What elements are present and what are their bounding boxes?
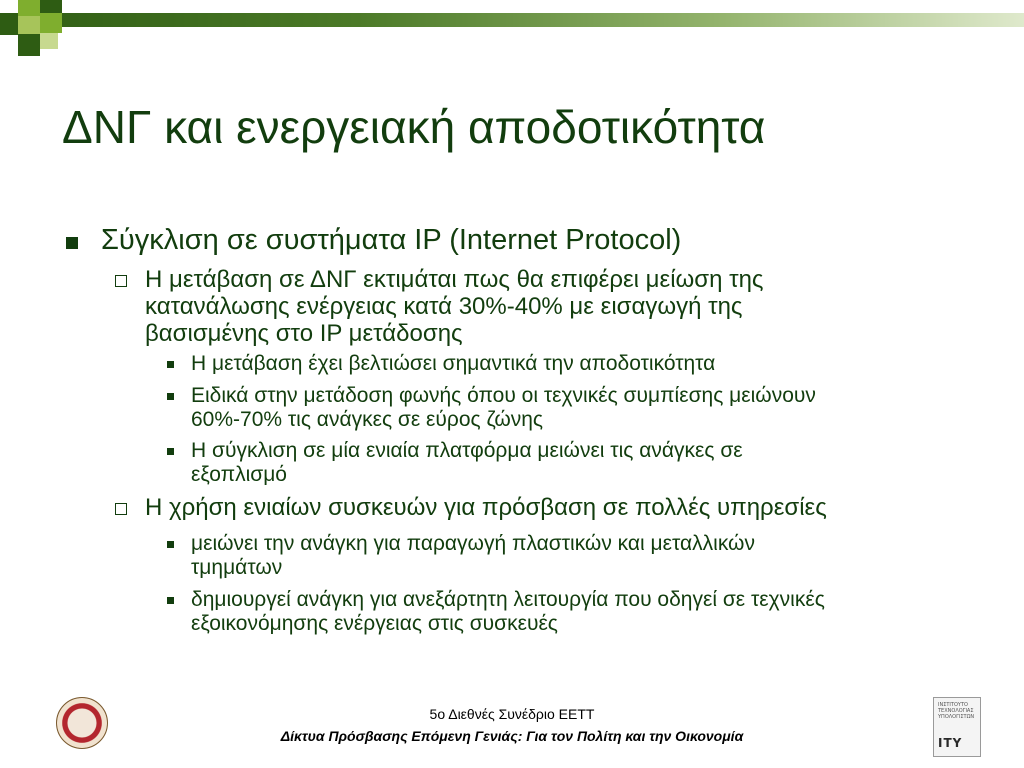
slide-title: ΔΝΓ και ενεργειακή αποδοτικότητα bbox=[62, 101, 766, 153]
bullet-level3-line: Ειδικά στην μετάδοση φωνής όπου οι τεχνικές συμπίεσης μειώνουν bbox=[191, 384, 816, 407]
top-decoration-bar bbox=[0, 13, 1024, 27]
bullet-level3-line: μειώνει την ανάγκη για παραγωγή πλαστικών και μεταλλικών bbox=[191, 532, 755, 555]
bullet-small-square-icon bbox=[167, 597, 174, 604]
ity-logo-text: ITY bbox=[938, 736, 963, 750]
ity-logo-small-text: ΙΝΣΤΙΤΟΥΤΟ ΤΕΧΝΟΛΟΓΙΑΣ ΥΠΟΛΟΓΙΣΤΩΝ bbox=[938, 702, 975, 720]
bullet-square-icon bbox=[66, 237, 78, 249]
bullet-level3-line: δημιουργεί ανάγκη για ανεξάρτητη λειτουργία που οδηγεί σε τεχνικές bbox=[191, 588, 825, 611]
bullet-level2-line: Η μετάβαση σε ΔΝΓ εκτιμάται πως θα επιφέρει μείωση της bbox=[145, 266, 764, 293]
bullet-small-square-icon bbox=[167, 393, 174, 400]
footer-subtitle: Δίκτυα Πρόσβασης Επόμενη Γενιάς: Για τον Πολίτη και την Οικονομία bbox=[280, 728, 744, 744]
bullet-small-square-icon bbox=[167, 541, 174, 548]
bullet-level3-line: τμημάτων bbox=[191, 556, 283, 579]
bullet-small-square-icon bbox=[167, 448, 174, 455]
footer-conference: 5ο Διεθνές Συνέδριο ΕΕΤΤ bbox=[429, 706, 595, 722]
bullet-level2-line: βασισμένης στο IP μετάδοσης bbox=[145, 320, 463, 347]
bullet-level3-line: εξοικονόμησης ενέργειας στις συσκευές bbox=[191, 612, 558, 635]
bullet-level2-line: Η χρήση ενιαίων συσκευών για πρόσβαση σε πολλές υπηρεσίες bbox=[145, 494, 827, 521]
bullet-level3-line: 60%-70% τις ανάγκες σε εύρος ζώνης bbox=[191, 408, 544, 431]
bullet-level3-line: Η σύγκλιση σε μία ενιαία πλατφόρμα μειώνει τις ανάγκες σε bbox=[191, 439, 743, 462]
bullet-hollow-square-icon bbox=[115, 275, 127, 287]
bullet-small-square-icon bbox=[167, 361, 174, 368]
bullet-level3-line: εξοπλισμό bbox=[191, 463, 287, 486]
bullet-level1: Σύγκλιση σε συστήματα IP (Internet Protocol) bbox=[101, 224, 682, 256]
bullet-level3-line: Η μετάβαση έχει βελτιώσει σημαντικά την αποδοτικότητα bbox=[191, 352, 716, 375]
bullet-level2-line: κατανάλωσης ενέργειας κατά 30%-40% με εισαγωγή της bbox=[145, 293, 743, 320]
ity-logo bbox=[933, 697, 981, 757]
bullet-hollow-square-icon bbox=[115, 503, 127, 515]
